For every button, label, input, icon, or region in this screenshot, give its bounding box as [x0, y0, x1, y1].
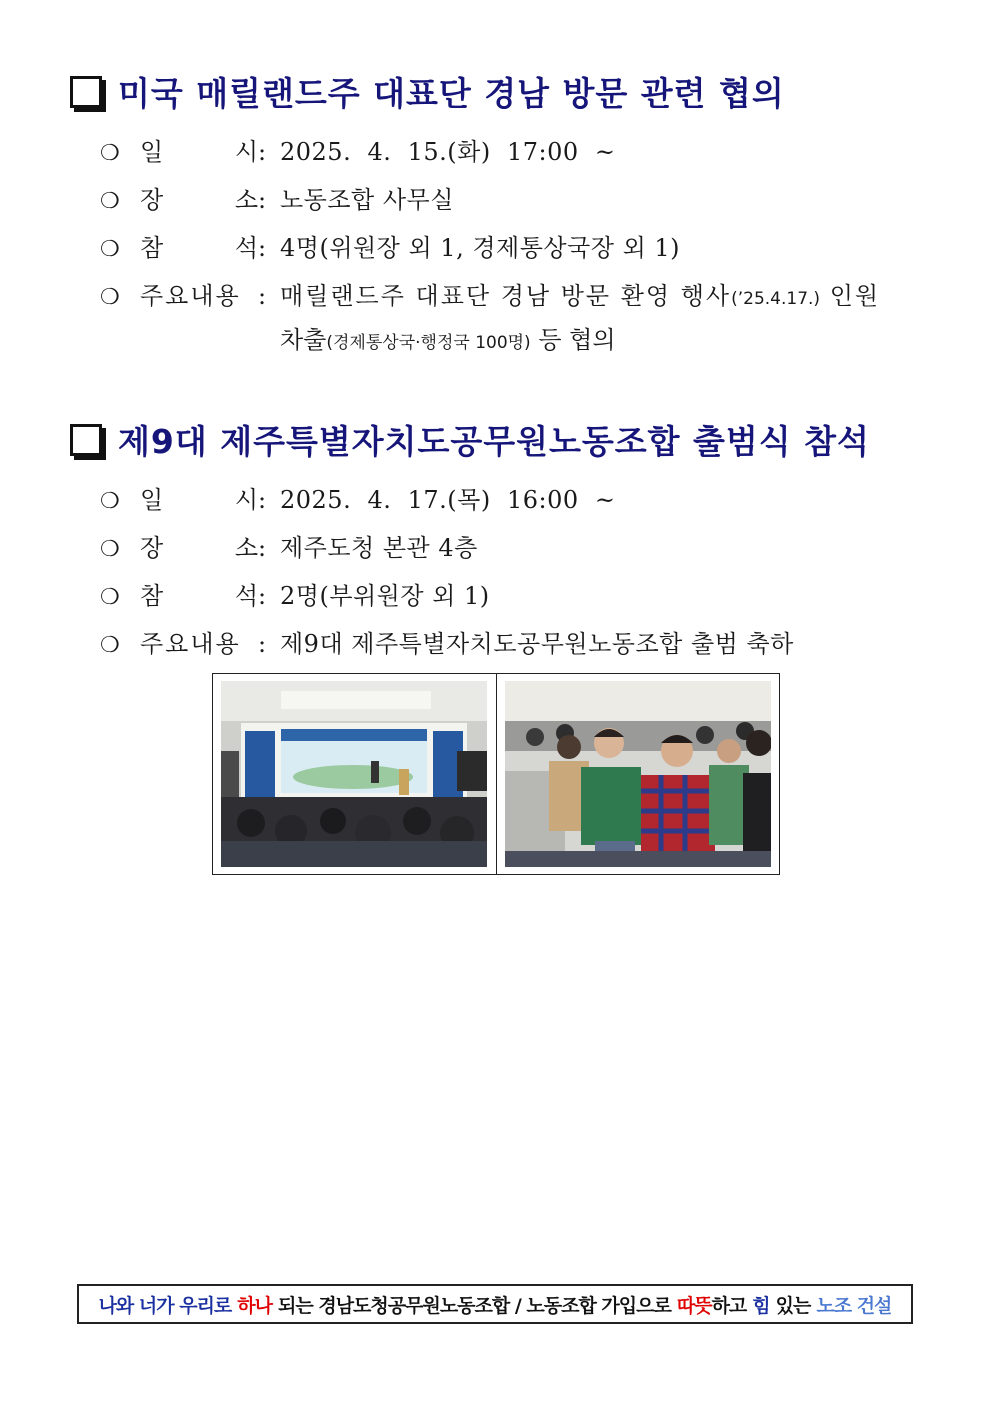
checkbox-square-icon	[70, 76, 102, 108]
slogan-part: 있는	[775, 1294, 811, 1317]
content-value: 매릴랜드주 대표단 경남 방문 환영 행사(’25.4.17.) 인원	[280, 282, 881, 310]
section2-title-text: 제9대 제주특별자치도공무원노동조합 출범식 참석	[118, 422, 870, 461]
circle-bullet-icon: ❍	[100, 537, 120, 562]
colon: :	[258, 234, 267, 262]
circle-bullet-icon: ❍	[100, 285, 120, 310]
photo-frame	[212, 673, 780, 875]
date-label: 일 시	[140, 138, 258, 166]
colon: :	[258, 582, 267, 610]
content-label: 주요내용	[140, 630, 241, 658]
place-label: 장 소	[140, 186, 258, 214]
circle-bullet-icon: ❍	[100, 141, 120, 166]
circle-bullet-icon: ❍	[100, 633, 120, 658]
attendees-value: 2명(부위원장 외 1)	[280, 582, 490, 610]
section2-attendees-row	[100, 576, 490, 611]
section2-place-row	[100, 528, 478, 563]
section1-place-row	[100, 180, 454, 215]
attendees-value: 4명(위원장 외 1, 경제통상국장 외 1)	[280, 234, 681, 262]
photo-ceremony-stage	[213, 674, 496, 874]
photo-attendees-seated	[496, 674, 779, 874]
attendees-photo-image	[505, 681, 771, 867]
section1-title	[70, 68, 785, 115]
circle-bullet-icon: ❍	[100, 237, 120, 262]
circle-bullet-icon: ❍	[100, 489, 120, 514]
place-label: 장 소	[140, 534, 258, 562]
attendees-label: 참 석	[140, 582, 258, 610]
place-value: 제주도청 본관 4층	[280, 534, 478, 562]
circle-bullet-icon: ❍	[100, 585, 120, 610]
colon: :	[258, 630, 267, 658]
slogan-part: 되는 경남도청공무원노동조합 / 노동조합 가입으로	[278, 1294, 671, 1317]
slogan-part: 나와 너가 우리로	[98, 1294, 232, 1317]
place-value: 노동조합 사무실	[280, 186, 454, 214]
section2-title	[70, 416, 870, 463]
checkbox-square-icon	[70, 424, 102, 456]
slogan-part: 하고	[711, 1294, 747, 1317]
section1-content-row	[100, 276, 880, 311]
section2-content-row	[100, 624, 794, 659]
slogan-part: 하나	[237, 1294, 273, 1317]
date-value: 2025. 4. 15.(화) 17:00 ~	[280, 138, 616, 166]
section1-attendees-row	[100, 228, 680, 263]
attendees-label: 참 석	[140, 234, 258, 262]
section1-title-text: 미국 매릴랜드주 대표단 경남 방문 관련 협의	[118, 74, 785, 113]
colon: :	[258, 486, 267, 514]
content-label: 주요내용	[140, 282, 241, 310]
circle-bullet-icon: ❍	[100, 189, 120, 214]
ceremony-photo-image	[221, 681, 487, 867]
colon: :	[258, 282, 267, 310]
slogan-part: 힘	[752, 1294, 770, 1317]
content-value: 제9대 제주특별자치도공무원노동조합 출범 축하	[280, 630, 794, 658]
colon: :	[258, 138, 267, 166]
colon: :	[258, 534, 267, 562]
date-value: 2025. 4. 17.(목) 16:00 ~	[280, 486, 616, 514]
section2-date-row	[100, 480, 616, 515]
slogan-part: 따뜻	[676, 1294, 712, 1317]
footer-slogan	[77, 1284, 913, 1324]
colon: :	[258, 186, 267, 214]
section1-content-continued: 차출(경제통상국·행정국 100명) 등 협의	[280, 326, 616, 354]
slogan-part: 노조 건설	[816, 1294, 892, 1317]
date-label: 일 시	[140, 486, 258, 514]
section1-date-row	[100, 132, 616, 167]
